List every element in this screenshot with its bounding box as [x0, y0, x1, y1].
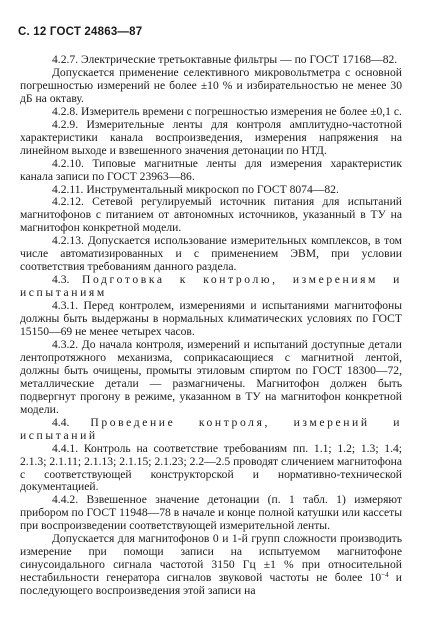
page-header: С. 12 ГОСТ 24863—87	[18, 26, 143, 38]
paragraph-4-3-2: 4.3.2. До начала контроля, измерений и испытаний доступные детали лентопротяжного механизма, соприкасающиеся с магнитной лентой, должны быть очищены, промыты этиловым спиртом по ГОСТ 18300—72, металлические детали — размагничены. Магнитофон должен быть подвергнут прогону в режиме, указанном в ТУ на магнитофон конкретной модели.	[20, 337, 402, 416]
paragraph-text-part: и последующего воспроизведения этой записи на	[20, 571, 402, 598]
paragraph-4-4-2: 4.4.2. Взвешенное значение детонации (п. 1 табл. 1) измеряют прибором по ГОСТ 11948—78 в начале и конце полной катушки или кассеты при воспроизведении соответствующей измерительной ленты.	[20, 493, 402, 533]
paragraph-4-2-7: 4.2.7. Электрические третьоктавные фильтры — по ГОСТ 17168—82.	[52, 53, 398, 66]
paragraph-text-part: Допускается для магнитофонов 0 и 1-й групп сложности производить измерение при помощи записи на испытуемом магнитофоне синусоидального сигнала частотой 3150 Гц ±1 % при относительной нестабильности генератора сигналов звуковой частоты не более 10	[20, 532, 402, 585]
section-number: 4.4.	[52, 415, 70, 429]
section-number: 4.3.	[52, 273, 70, 287]
paragraph-4-2-10: 4.2.10. Типовые магнитные ленты для измерения характеристик канала записи по ГОСТ 23963—86.	[20, 156, 402, 183]
paragraph-microvoltmeter: Допускается применение селективного микровольтметра с основной погрешностью измерений не более ±10 % и избирательностью не менее 30 дБ на октаву.	[20, 65, 402, 105]
section-heading-4-4	[20, 417, 402, 443]
section-heading-4-3	[20, 274, 402, 300]
paragraph-recording-method	[20, 533, 402, 598]
section-title: Подготовка к контролю, измерениям и испытаниям	[20, 273, 402, 300]
paragraph-4-2-9: 4.2.9. Измерительные ленты для контроля амплитудно-частотной характеристики канала воспроизведения, измерения напряжения на линейном выходе и взвешенного значения детонации по НТД.	[20, 117, 402, 157]
paragraph-4-4-1: 4.4.1. Контроль на соответствие требованиям пп. 1.1; 1.2; 1.3; 1.4; 2.1.3; 2.1.11; 2.1.13; 2.1.15; 2.1.23; 2.2—2.5 проводят сличением магнитофона с соответствующей конструкторской и нормативно-технической документацией.	[20, 441, 402, 494]
paragraph-4-2-11: 4.2.11. Инструментальный микроскоп по ГОСТ 8074—82.	[52, 182, 339, 196]
paragraph-4-3-1: 4.3.1. Перед контролем, измерениями и испытаниями магнитофоны должны быть выдержаны в нормальных климатических условиях по ГОСТ 15150—69 не менее четырех часов.	[20, 299, 402, 339]
paragraph-4-2-12: 4.2.12. Сетевой регулируемый источник питания для испытаний магнитофонов с питанием от автономных источников, указанный в ТУ на магнитофон конкретной модели.	[20, 195, 402, 235]
paragraph-4-2-8: 4.2.8. Измеритель времени с погрешностью измерения не более ±0,1 с.	[52, 104, 402, 118]
paragraph-4-2-13: 4.2.13. Допускается использование измерительных комплексов, в том числе автоматизированных и с применением ЭВМ, при условии соответствия требованиям данного раздела.	[20, 234, 402, 274]
exponent: −4	[381, 571, 389, 580]
section-title: Проведение контроля, измерений и испытаний	[20, 415, 402, 442]
document-body	[20, 54, 402, 598]
